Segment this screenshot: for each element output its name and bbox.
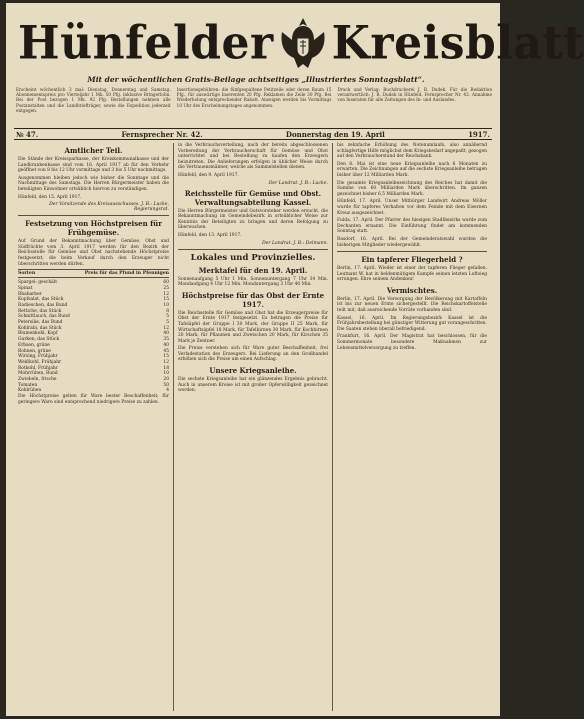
article-columns: [14, 143, 492, 711]
phone-number: Fernsprecher Nr. 42.: [121, 129, 203, 139]
price-value: 40: [163, 331, 169, 337]
article-text: Kassel, 16. April. Im Regierungsbezirk Kassel ist die Frühjahrsbestellung bei günstiger Witterung gut vorangeschritten. Die Saaten stehen überall befriedigend.: [337, 315, 487, 332]
divider: [337, 251, 487, 252]
official-section-heading: Amtlicher Teil.: [64, 146, 123, 155]
price-col-unit: Preis für das Pfund in Pfennigen: [84, 271, 169, 277]
sub-heading: Merktafel für den 19. April.: [198, 265, 308, 275]
article-text: Die sechste Kriegsanleihe hat ein glänzendes Ergebnis gebracht. Auch in unserem Kreise ist mit großer Opferwilligkeit gezeichnet worden.: [178, 377, 328, 394]
price-item: Spinat: [18, 285, 33, 291]
article-text: in die Verbrauchsverteilung, nach der bereits abgeschlossenen Vorbereitung der Verbraucherschaft für Gemüse und Obst unterrichtet und bei Bestellung zu kaufen den Erzeugern beizutreten. Die Anlieferungen erfolgen in üblicher Weise durch die Vertrauensmänner, welche als Sammelstellen dienen.: [178, 143, 328, 171]
price-value: 12: [163, 291, 169, 297]
signature: Der Landrat. J. B.: Lucke.: [268, 180, 328, 186]
masthead: [18, 13, 584, 73]
price-item: Mohrrüben, Bund: [18, 371, 58, 377]
note-publisher: Druck und Verlag: Buchdruckerei J. B. Dudek. Für die Redaktion verantwortlich: J. B. Dudek in Hünfeld. Fernsprecher Nr. 42. Annahme von Inseraten für alle Zeitungen des In- und Auslandes.: [337, 87, 493, 103]
price-item: Radieschen, das Bund: [18, 302, 68, 308]
price-item: Zwiebeln, frische: [18, 377, 57, 383]
price-value: 60: [163, 280, 169, 286]
article-heading: Unsere Kriegsanleihe.: [209, 366, 297, 376]
price-item: Rhabarber: [18, 291, 42, 297]
article-text: Sonnenaufgang 5 Uhr 1 Min. Sonnenuntergang 7 Uhr 34 Min. Mondaufgang 4 Uhr 12 Min. Monduntergang 3 Uhr 40 Min.: [178, 276, 328, 288]
price-table: [18, 280, 169, 394]
price-value: 12: [163, 359, 169, 365]
article-text: Den 8. Mai ist eine neue Kriegsanleihe nach 6 Monaten zu erwarten. Die Zeichnungen auf die sechste Kriegsanleihe betragen bisher über 12 Milliarden Mark.: [337, 161, 487, 178]
article-heading: Vermischtes.: [386, 285, 438, 295]
price-item: Wirsing, Frühjahr: [18, 354, 58, 360]
price-col-label: Sorten: [18, 271, 36, 277]
issue-date: Donnerstag den 19. April: [285, 129, 385, 139]
masthead-title-left: Hünfelder: [18, 16, 274, 70]
price-value: 12: [163, 325, 169, 331]
price-value: 5: [166, 314, 169, 320]
price-item: Spargel: geschält: [18, 280, 57, 286]
article-heading: Höchstpreise für das Obst der Ernte 1917.: [181, 290, 325, 309]
newspaper-page: [6, 3, 584, 716]
price-item: Kohlrüben: [18, 388, 42, 394]
article-text: Ausgenommen bleiben jedoch wie bisher die Sonntage und die Nachmittage des Samstags. Die Herren Bürgermeister haben die beteiligten Einwohner ortsüblich hiervon zu verständigen.: [18, 175, 169, 192]
column-1: [14, 143, 173, 711]
price-item: Tomaten: [18, 382, 38, 388]
price-item: Petersilie, das Bund: [18, 320, 63, 326]
masthead-subtitle: Mit der wöchentlichen Gratis-Beilage achtseitiges „Illustriertes Sonntagsblatt“.: [87, 75, 425, 84]
article-heading: Reichsstelle für Gemüse und Obst. Verwaltungsabteilung Kassel.: [184, 188, 322, 207]
price-value: 15: [163, 297, 169, 303]
note-subscription: Erscheint wöchentlich 3 mal: Dienstag, Donnerstag und Samstag. Abonnementspreis pro Vierteljahr 1 Mk. 50 Pfg. inklusive Bringerlohn. Bei der Post bezogen 1 Mk. 92 Pfg. Bestellungen nehmen alle Postanstalten und die Landbriefträger, sowie die Expedition jederzeit entgegen.: [16, 87, 171, 113]
price-value: 10: [163, 302, 169, 308]
note-advertising: Insertionsgebühren: die fünfgespaltene Petitzeile oder deren Raum 15 Pfg., für auswärtige Inserenten 20 Pfg. Reklamen die Zeile 30 Pfg. Bei Wiederholung entsprechender Rabatt. Anzeigen werden bis Vormittags 10 Uhr des Erscheinungstages angenommen.: [176, 87, 332, 108]
price-value: 15: [163, 354, 169, 360]
price-value: 10: [163, 371, 169, 377]
local-section-heading: Lokales und Provinzielles.: [190, 252, 316, 263]
article-text: Frankfurt, 16. April. Der Magistrat hat beschlossen, für die Sommermonate besondere Maßnahmen zur Lebensmittelversorgung zu treffen.: [337, 334, 487, 351]
price-value: 4: [166, 388, 169, 394]
article-text: Die Reichsstelle für Gemüse und Obst hat die Erzeugerpreise für Obst der Ernte 1917 festgesetzt. Es betragen die Preise für Tafeläpfel der Gruppe I 30 Mark, der Gruppe II 25 Mark, für Wirtschaftsäpfel 18 Mark, für Tafelbirnen 30 Mark, für Kochbirnen 20 Mark, für Pflaumen und Zwetschen 20 Mark, für Kirschen 35 Mark je Zentner.: [178, 310, 328, 344]
price-value: 35: [163, 337, 169, 343]
price-item: Blumenkohl, Kopf: [18, 331, 58, 337]
article-heading: Festsetzung von Höchstpreisen für Frühgemüse.: [25, 219, 162, 238]
price-item: Bohnen, grüne: [18, 348, 51, 354]
article-text: Berlin, 17. April. Die Versorgung der Bevölkerung mit Kartoffeln ist bis zur neuen Ernte sichergestellt. Die Reichskartoffelstelle teilt mit, daß ausreichende Vorräte vorhanden sind.: [337, 296, 487, 314]
price-item: Gurken, das Stück: [18, 337, 60, 343]
issue-number: № 47.: [16, 129, 39, 139]
price-item: Rotkohl, Frühjahr: [18, 365, 58, 371]
price-value: 20: [163, 377, 169, 383]
dateline: [14, 128, 492, 140]
article-text: Die Höchstpreise gelten für Ware bester Beschaffenheit; für geringere Ware sind entsprechend niedrigere Preise zu zahlen.: [18, 394, 169, 405]
divider: [18, 215, 169, 216]
signature: Der Vorsitzende des Kreisausschusses. J. B.: Lucke, Regierungsrat.: [49, 202, 169, 213]
divider: [178, 249, 328, 250]
price-value: 40: [163, 342, 169, 348]
issue-year: 1917.: [468, 129, 490, 139]
price-item: Kohlrabi, das Stück: [18, 325, 62, 331]
article-text: Die gesamte Kriegsanleihezeichnung des Reiches hat damit die Summe von 60 Milliarden Mark überschritten. Im ganzen gezeichnet bisher 6,5 Milliarden Mark.: [337, 180, 487, 197]
article-heading: Ein tapferer Fliegerheld ?: [361, 255, 463, 265]
price-value: 8: [166, 308, 169, 314]
article-text: Berlin, 17. April. Wieder ist einer der tapferen Flieger gefallen. Leutnant W. hat in heldenmütigem Kampfe seinen letzten Luftsieg errungen. Ehre seinem Andenken!: [337, 266, 487, 283]
publisher-notes: [16, 87, 492, 121]
price-item: Rettiche, das Stück: [18, 308, 62, 314]
price-value: 5: [166, 320, 169, 326]
article-text: Die Preise verstehen sich für Ware guter Beschaffenheit, frei Verladestation des Erzeugers. Bei Lieferung an den Großhandel erhöhen sich die Preise um einen Aufschlag.: [178, 346, 328, 363]
price-value: 50: [163, 382, 169, 388]
column-3: [332, 143, 491, 711]
price-value: 45: [163, 348, 169, 354]
article-text: Fulda, 17. April. Der Pfarrer des hiesigen Stadtbezirks wurde zum Dechanten ernannt. Die Einführung findet am kommenden Sonntag statt.: [337, 218, 487, 235]
price-item: Kopfsalat, das Stück: [18, 297, 64, 303]
signature: Der Landrat. J. B.: Delmann.: [261, 240, 328, 246]
place-date: Hünfeld, den 15. April 1917.: [18, 194, 82, 200]
article-text: Hünfeld, 17. April. Unser Mitbürger Landwirt Andreas Möller wurde für tapferes Verhalten vor dem Feinde mit dem Eisernen Kreuz ausgezeichnet.: [337, 199, 487, 216]
price-item: Weißkohl, Frühjahr: [18, 359, 62, 365]
article-text: Die Stände der Kreissparkasse, der Kreiskommunalkasse und der Landkrankenkasse sind vom 16. April 1917 ab für den Verkehr geöffnet von 8 bis 12 Uhr vormittags und 3 bis 5 Uhr nachmittags.: [18, 157, 169, 174]
place-date: Hünfeld, den 9. April 1917.: [178, 172, 239, 178]
masthead-title-right: Kreisblatt: [331, 16, 584, 70]
price-value: 18: [163, 365, 169, 371]
price-item: Erbsen, grüne: [18, 342, 50, 348]
price-table-header: [18, 269, 169, 278]
article-text: Auf Grund der Bekanntmachung über Gemüse, Obst und Südfrüchte vom 3. April 1917 werden für den Bezirk der Reichsstelle für Gemüse und Obst nachstehende Höchstpreise festgesetzt, die beim Verkauf durch den Erzeuger nicht überschritten werden dürfen.: [18, 239, 169, 267]
article-text: Die Herren Bürgermeister und Gutsvorsteher werden ersucht, die Bekanntmachung im Gemeindebezirk in ortsüblicher Weise zur Kenntnis der Beteiligten zu bringen und deren Befolgung zu überwachen.: [178, 208, 328, 231]
column-2: [173, 143, 332, 711]
place-date: Hünfeld, den 13. April 1917.: [178, 232, 242, 238]
article-text: Rasdorf, 16. April. Bei der Gemeinderatswahl wurden die bisherigen Mitglieder wiedergewählt.: [337, 236, 487, 248]
price-value: 25: [163, 285, 169, 291]
article-text: bis zehnfache Erhöhung des Notenumlaufs, also annähernd schlagfertige Hilfe möglichst dem Kriegsbedarf angepaßt, gezogen auf den Verbraucherstand der Reichsbank.: [337, 143, 487, 160]
eagle-crest-icon: [274, 13, 332, 73]
price-item: Schnittlauch, das Bund: [18, 314, 70, 320]
